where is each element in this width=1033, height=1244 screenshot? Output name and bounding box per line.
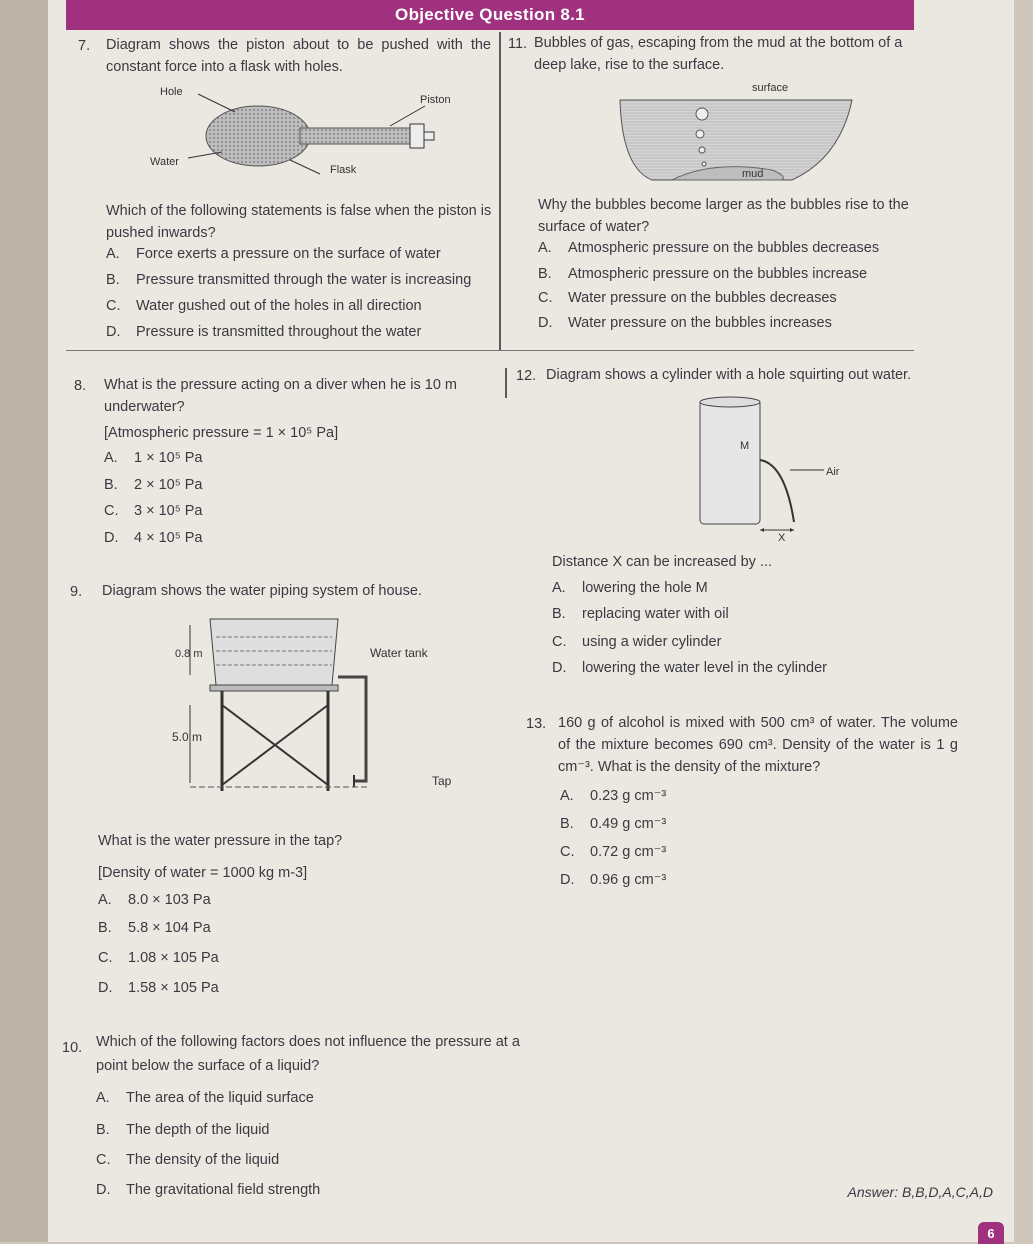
option-c: C. Water pressure on the bubbles decreases: [538, 290, 837, 306]
question-stem: Which of the following factors does not influence the pressure at a point below the surface of a liquid?: [96, 1034, 520, 1074]
option-c: C. 0.72 g cm⁻³: [560, 844, 667, 860]
option-d: D. Water pressure on the bubbles increases: [538, 315, 832, 331]
option-a: A. lowering the hole M: [552, 580, 708, 596]
label-flask: Flask: [330, 164, 357, 176]
option-d: D. lowering the water level in the cylinder: [552, 660, 828, 676]
row-divider: [66, 350, 914, 351]
label-x: X: [778, 532, 786, 544]
background-edge: [0, 0, 48, 1242]
label-mud: mud: [742, 168, 764, 180]
option-b: B. Atmospheric pressure on the bubbles increase: [538, 266, 868, 282]
option-d: D. 0.96 g cm⁻³: [560, 872, 667, 888]
column-divider: [499, 32, 501, 350]
column-divider: [505, 368, 507, 398]
given-data: [Atmospheric pressure = 1 × 10⁵ Pa]: [104, 425, 339, 441]
option-a: A. The area of the liquid surface: [96, 1090, 314, 1106]
option-a: A. Force exerts a pressure on the surface of water: [106, 246, 441, 262]
label-surface: surface: [752, 82, 789, 94]
label-tank: Water tank: [370, 646, 428, 660]
option-c: C. using a wider cylinder: [552, 634, 722, 650]
option-a: A. Atmospheric pressure on the bubbles decreases: [538, 240, 880, 256]
option-d: D. 1.58 × 105 Pa: [98, 980, 219, 996]
question-prompt: Which of the following statements is false when the piston is pushed inwards?: [106, 203, 492, 241]
option-d: D. 4 × 10⁵ Pa: [104, 530, 203, 546]
option-d: D. Pressure is transmitted throughout the water: [106, 324, 422, 340]
option-b: B. 2 × 10⁵ Pa: [104, 477, 203, 493]
option-b: B. The depth of the liquid: [96, 1122, 270, 1138]
label-m: M: [740, 440, 750, 452]
option-c: C. 3 × 10⁵ Pa: [104, 503, 203, 519]
question-number: 13.: [526, 716, 547, 732]
page-number: 6: [978, 1222, 1004, 1244]
question-number: 9.: [70, 584, 83, 600]
question-stem: 160 g of alcohol is mixed with 500 cm³ of water. The volume of the mixture becomes 690 cm³. Density of the water is 1 g cm⁻³. What is the density of the mixture?: [558, 715, 958, 775]
question-number: 8.: [74, 378, 87, 394]
question-stem: Diagram shows the piston about to be pushed with the constant force into a flask with holes.: [106, 37, 491, 75]
question-stem: What is the pressure acting on a diver when he is 10 m underwater?: [104, 377, 458, 415]
given-data: [Density of water = 1000 kg m-3]: [98, 865, 308, 881]
question-number: 7.: [78, 38, 91, 54]
option-b: B. 0.49 g cm⁻³: [560, 816, 667, 832]
lake-bubbles-diagram: [612, 88, 862, 188]
label-hole: Hole: [160, 86, 183, 98]
question-number: 10.: [62, 1040, 83, 1056]
option-b: B. Pressure transmitted through the water is increasing: [106, 272, 472, 288]
question-prompt: Why the bubbles become larger as the bubbles rise to the surface of water?: [538, 197, 909, 235]
option-d: D. The gravitational field strength: [96, 1182, 321, 1198]
label-air: Air: [826, 466, 840, 478]
question-number: 12.: [516, 368, 537, 384]
question-stem: Diagram shows a cylinder with a hole squirting out water.: [546, 367, 912, 383]
option-b: B. replacing water with oil: [552, 606, 729, 622]
answer-key: Answer: B,B,D,A,C,A,D: [847, 1184, 993, 1200]
label-water: Water: [150, 156, 179, 168]
label-tap: Tap: [432, 774, 452, 788]
option-c: C. The density of the liquid: [96, 1152, 280, 1168]
label-depth: 0.8 m: [175, 648, 203, 660]
option-a: A. 0.23 g cm⁻³: [560, 788, 667, 804]
option-c: C. Water gushed out of the holes in all direction: [106, 298, 422, 314]
label-height: 5.0 m: [172, 730, 203, 744]
label-piston: Piston: [420, 94, 451, 106]
question-stem: Bubbles of gas, escaping from the mud at the bottom of a deep lake, rise to the surface.: [534, 35, 903, 73]
question-stem: Diagram shows the water piping system of house.: [102, 583, 422, 599]
option-a: A. 8.0 × 103 Pa: [98, 892, 211, 908]
water-tank-diagram: [170, 615, 380, 815]
question-prompt: Distance X can be increased by ...: [552, 554, 773, 570]
option-c: C. 1.08 × 105 Pa: [98, 950, 219, 966]
section-title: Objective Question 8.1: [66, 0, 914, 30]
option-b: B. 5.8 × 104 Pa: [98, 920, 211, 936]
option-a: A. 1 × 10⁵ Pa: [104, 450, 203, 466]
question-prompt: What is the water pressure in the tap?: [98, 833, 343, 849]
question-number: 11.: [508, 36, 528, 52]
